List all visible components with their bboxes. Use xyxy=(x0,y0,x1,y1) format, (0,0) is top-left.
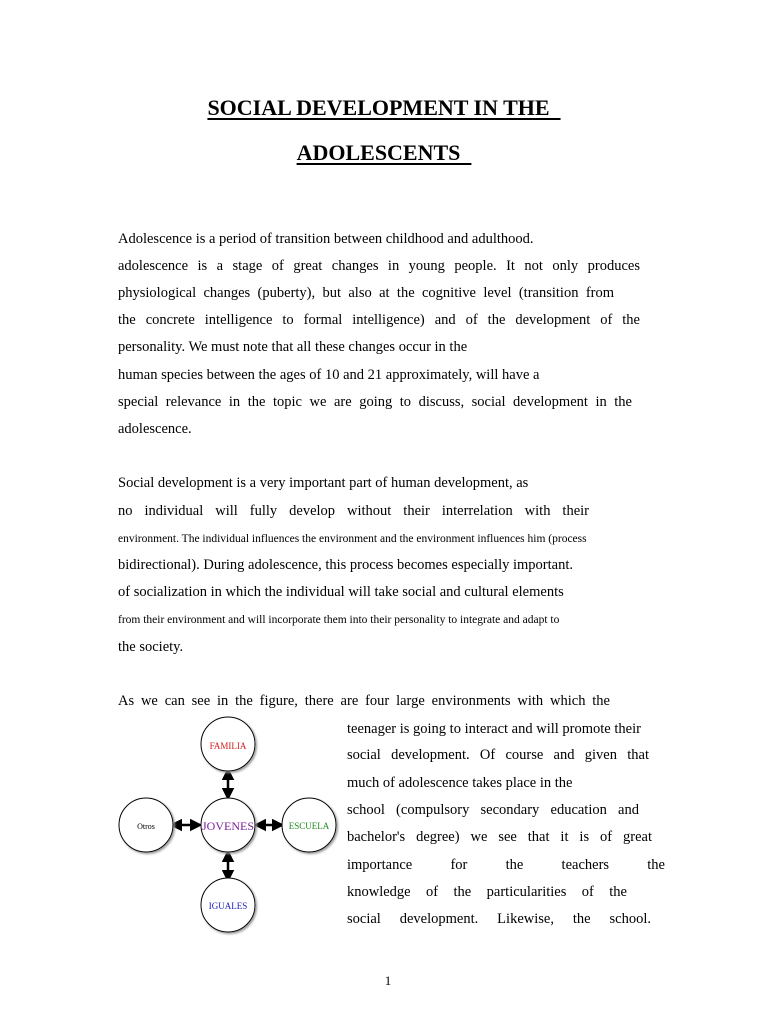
p1-line-3: physiological changes (puberty), but also at the cognitive level (transition from xyxy=(118,285,614,301)
p3-right-line-8: social development. Likewise, the school. xyxy=(347,911,651,927)
p3-right-line-6: importance for the teachers the xyxy=(347,857,665,873)
label-jovenes: JOVENES xyxy=(201,819,255,833)
environments-diagram xyxy=(112,712,344,938)
label-iguales: IGUALES xyxy=(208,901,248,911)
title-line-2: ADOLESCENTS xyxy=(296,140,472,165)
label-escuela: ESCUELA xyxy=(288,821,330,831)
label-familia: FAMILIA xyxy=(209,741,247,751)
p3-right-line-3: much of adolescence takes place in the xyxy=(347,775,573,791)
p3-intro: As we can see in the figure, there are four large environments with which the xyxy=(118,693,610,709)
p3-right-line-5: bachelor's degree) we see that it is of great xyxy=(347,829,652,845)
p1-line-1: Adolescence is a period of transition between childhood and adulthood. xyxy=(118,231,534,247)
p3-right-line-1: teenager is going to interact and will promote their xyxy=(347,721,641,737)
p1-line-6: human species between the ages of 10 and 21 approximately, will have a xyxy=(118,367,540,383)
p2-line-3: environment. The individual influences the environment and the environment influences him (process xyxy=(118,533,587,545)
p1-line-5: personality. We must note that all these changes occur in the xyxy=(118,339,468,355)
p2-line-7: the society. xyxy=(118,639,184,655)
page-number: 1 xyxy=(384,973,392,988)
p1-line-8: adolescence. xyxy=(118,421,192,437)
label-otros: Otros xyxy=(137,822,155,831)
p1-line-4: the concrete intelligence to formal intelligence) and of the development of the xyxy=(118,312,640,328)
p2-line-2: no individual will fully develop without their interrelation with their xyxy=(118,503,589,519)
p2-line-1: Social development is a very important part of human development, as xyxy=(118,475,529,491)
p3-right-line-7: knowledge of the particularities of the xyxy=(347,884,627,900)
p3-right-line-4: school (compulsory secondary education and xyxy=(347,802,639,818)
p1-line-7: special relevance in the topic we are going to discuss, social development in the xyxy=(118,394,632,410)
p3-right-line-2: social development. Of course and given that xyxy=(347,747,649,763)
p2-line-6: from their environment and will incorporate them into their personality to integrate and adapt to xyxy=(118,614,560,626)
title-line-1: SOCIAL DEVELOPMENT IN THE xyxy=(207,95,561,120)
p2-line-4: bidirectional). During adolescence, this process becomes especially important. xyxy=(118,557,573,573)
p1-line-2: adolescence is a stage of great changes in young people. It not only produces xyxy=(118,258,640,274)
p2-line-5: of socialization in which the individual will take social and cultural elements xyxy=(118,584,564,600)
